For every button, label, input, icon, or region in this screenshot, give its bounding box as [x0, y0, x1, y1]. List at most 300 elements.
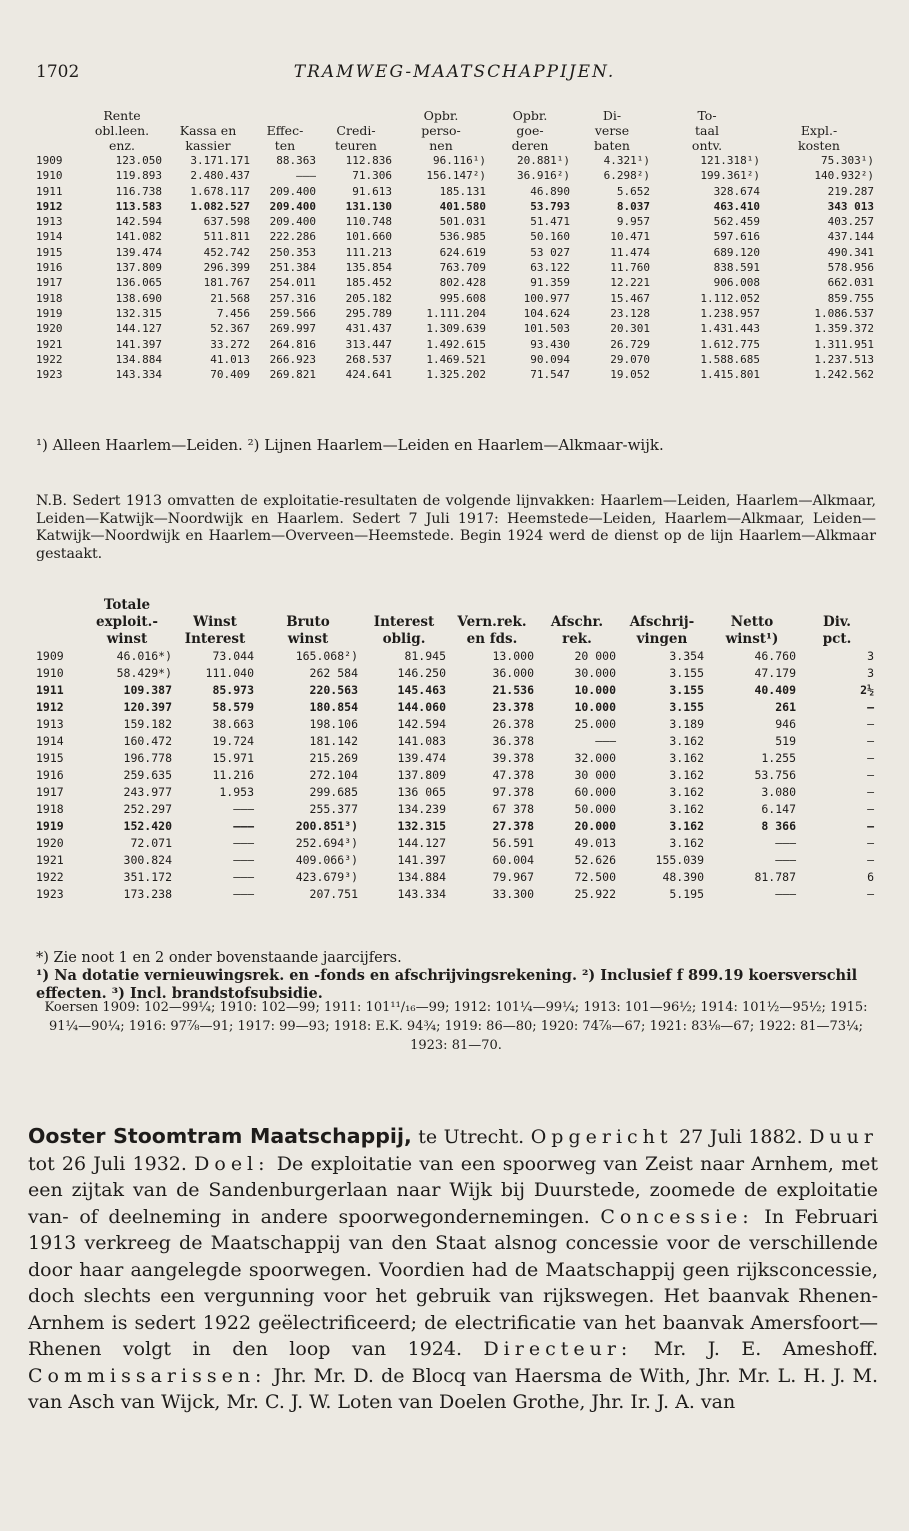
value-cell: 15.971: [212, 751, 254, 765]
value-cell: 6.147: [761, 802, 796, 816]
value-cell: 15.467: [610, 291, 650, 305]
value-cell: 519: [775, 734, 796, 748]
table-row: [36, 733, 876, 750]
table-row: [36, 275, 876, 290]
value-cell: 207.751: [309, 887, 358, 901]
value-cell: 3.155: [669, 666, 704, 680]
year-cell: 1919: [36, 819, 64, 833]
column-header: Interest: [373, 614, 435, 630]
value-cell: ———: [775, 853, 796, 867]
value-cell: 11.216: [212, 768, 254, 782]
column-header: winst¹): [725, 631, 779, 647]
table2-footnote-2: ¹) Na dotatie vernieuwingsrek. en -fonds en afschrijvingsrekening. ²) Inclusief f 899.19 koersverschil effecten. ³) Incl. brandstofsubsidie.: [36, 967, 858, 1002]
value-cell: —: [867, 768, 874, 782]
value-cell: 252.694³): [295, 836, 358, 850]
value-cell: 452.742: [203, 245, 250, 259]
value-cell: 19.052: [610, 368, 650, 382]
article-text: In Februari 1913 verkreeg de Maatschappij van den Staat alsnog concessie voor de verschillende door haar aangelegde spoorwegen. Voordien had de Maatschappij geen rijksconcessie, doch slechts een vergunning voor het gebruik van rijkswegen. Het baanvak Rhenen-Arnhem is sedert 1922 geëlectrificeerd; de electrificatie van het baanvak Amersfoort—Rhenen volgt in den loop van 1924.: [28, 1205, 878, 1360]
value-cell: 3.162: [669, 751, 704, 765]
value-cell: —: [867, 785, 874, 799]
exploitation-table: [36, 108, 876, 382]
column-header: [36, 138, 80, 153]
article-text: 27 Juli 1882.: [672, 1126, 810, 1148]
value-cell: 72.071: [130, 836, 172, 850]
value-cell: 67 378: [492, 802, 534, 816]
value-cell: 262 584: [309, 666, 358, 680]
header-row: [36, 597, 876, 614]
value-cell: 259.635: [123, 768, 172, 782]
value-cell: 23.128: [610, 306, 650, 320]
table-row: [36, 682, 876, 699]
column-header: deren: [511, 138, 549, 153]
value-cell: 173.238: [123, 887, 172, 901]
nb-paragraph: N.B. Sedert 1913 omvatten de exploitatie-resultaten de volgende lijnvakken: Haarlem—Leiden, Haarlem—Alkmaar, Leiden—Katwijk—Noordwijk en Haarlem. Sedert 7 Juli 1917: Heemstede—Leiden, Haarlem—Alkmaar, Leiden—Katwijk—Noordwijk en Haarlem—Overveen—Heemstede. Begin 1924 werd de dienst op de lijn Haarlem—Alkmaar gestaakt.: [36, 493, 876, 562]
column-header: [36, 108, 80, 123]
value-cell: 3.162: [669, 785, 704, 799]
table-row: [36, 153, 876, 168]
column-header: [536, 597, 618, 614]
value-cell: 343 013: [827, 199, 874, 213]
value-cell: 1.311.951: [814, 337, 874, 351]
value-cell: 146.250: [397, 666, 446, 680]
value-cell: 269.997: [269, 322, 316, 336]
value-cell: 131.130: [345, 199, 392, 213]
column-header: en fds.: [466, 631, 518, 647]
value-cell: 75.303¹): [821, 154, 874, 167]
value-cell: 409.066³): [295, 853, 358, 867]
table-row: [36, 245, 876, 260]
table-row: [36, 716, 876, 733]
value-cell: 220.563: [309, 683, 358, 697]
table-row: [36, 214, 876, 229]
value-cell: 27.378: [492, 819, 534, 833]
running-title: TRAMWEG-MAATSCHAPPIJEN.: [293, 62, 616, 82]
value-cell: ———: [233, 819, 254, 833]
table-row: [36, 367, 876, 382]
value-cell: 6: [867, 870, 874, 884]
value-cell: 501.031: [439, 215, 486, 229]
value-cell: 152.420: [123, 819, 172, 833]
value-cell: 23.378: [492, 700, 534, 714]
value-cell: 132.315: [115, 306, 162, 320]
column-header: taal: [695, 123, 719, 138]
value-cell: 3: [867, 666, 874, 680]
value-cell: 141.083: [397, 734, 446, 748]
value-cell: 135.854: [345, 261, 392, 275]
value-cell: ———: [233, 853, 254, 867]
value-cell: 52.626: [574, 853, 616, 867]
column-header: exploit.-: [96, 614, 158, 630]
column-header: nen: [429, 138, 453, 153]
column-header: Di-: [602, 108, 622, 123]
column-header: oblig.: [382, 631, 426, 647]
value-cell: 222.286: [269, 230, 316, 244]
table1-footnote: ¹) Alleen Haarlem—Leiden. ²) Lijnen Haarlem—Leiden en Haarlem—Alkmaar-wijk.: [36, 436, 664, 454]
table-row: [36, 699, 876, 716]
header-row: [36, 631, 876, 648]
value-cell: 300.824: [123, 853, 172, 867]
value-cell: 255.377: [309, 802, 358, 816]
column-header: pct.: [822, 631, 852, 647]
value-cell: 60.000: [574, 785, 616, 799]
value-cell: 91.359: [530, 276, 570, 290]
value-cell: 20 000: [574, 649, 616, 663]
value-cell: 562.459: [713, 215, 760, 229]
value-cell: 101.660: [345, 230, 392, 244]
value-cell: 29.070: [610, 352, 650, 366]
column-header: [174, 597, 256, 614]
header-row: [36, 614, 876, 631]
value-cell: 46.890: [530, 184, 570, 198]
value-cell: 91.613: [352, 184, 392, 198]
value-cell: 111.040: [205, 666, 254, 680]
value-cell: 662.031: [827, 276, 874, 290]
value-cell: 431.437: [345, 322, 392, 336]
value-cell: 254.011: [269, 276, 316, 290]
value-cell: ———: [296, 169, 316, 183]
value-cell: 88.363: [276, 154, 316, 167]
column-header: Kassa en: [179, 123, 237, 138]
value-cell: 26.729: [610, 337, 650, 351]
value-cell: 134.884: [115, 352, 162, 366]
value-cell: 243.977: [123, 785, 172, 799]
column-header: [252, 108, 318, 123]
year-cell: 1912: [36, 700, 64, 714]
value-cell: —: [867, 802, 874, 816]
value-cell: 58.579: [212, 700, 254, 714]
value-cell: 637.598: [203, 215, 250, 229]
column-header: [360, 597, 448, 614]
value-cell: 6.298²): [603, 169, 650, 183]
value-cell: 142.594: [115, 215, 162, 229]
value-cell: 859.755: [827, 291, 874, 305]
value-cell: 52.367: [210, 322, 250, 336]
value-cell: 5.195: [669, 887, 704, 901]
value-cell: 12.221: [610, 276, 650, 290]
value-cell: ———: [233, 836, 254, 850]
value-cell: 11.760: [610, 261, 650, 275]
header-row: [36, 108, 876, 123]
value-cell: 205.182: [345, 291, 392, 305]
value-cell: 269.821: [269, 368, 316, 382]
column-header: [36, 597, 80, 614]
value-cell: 3.354: [669, 649, 704, 663]
value-cell: 1.112.052: [700, 291, 760, 305]
year-cell: 1915: [36, 751, 64, 765]
column-header: [36, 123, 80, 138]
year-cell: 1909: [36, 154, 63, 167]
label-concessie: Concessie:: [600, 1205, 754, 1228]
value-cell: 1.612.775: [700, 337, 760, 351]
value-cell: 185.131: [439, 184, 486, 198]
table-row: [36, 321, 876, 336]
column-header: ten: [274, 138, 296, 153]
value-cell: —: [867, 819, 874, 833]
value-cell: 10.000: [574, 700, 616, 714]
value-cell: —: [867, 836, 874, 850]
table-row: [36, 801, 876, 818]
value-cell: 155.039: [655, 853, 704, 867]
value-cell: 259.566: [269, 306, 316, 320]
value-cell: 63.122: [530, 261, 570, 275]
value-cell: 32.000: [574, 751, 616, 765]
column-header: Afschr.: [550, 614, 604, 630]
value-cell: 141.082: [115, 230, 162, 244]
value-cell: 261: [775, 700, 796, 714]
value-cell: —: [867, 853, 874, 867]
value-cell: 20.881¹): [517, 154, 570, 167]
year-cell: 1916: [36, 768, 64, 782]
value-cell: 25.000: [574, 717, 616, 731]
value-cell: —: [867, 734, 874, 748]
value-cell: 1.255: [761, 751, 796, 765]
value-cell: 139.474: [397, 751, 446, 765]
value-cell: 11.474: [610, 245, 650, 259]
value-cell: 53 027: [530, 245, 570, 259]
value-cell: 36.000: [492, 666, 534, 680]
value-cell: 109.387: [123, 683, 172, 697]
value-cell: 85.973: [212, 683, 254, 697]
value-cell: 144.127: [397, 836, 446, 850]
value-cell: 30.000: [574, 666, 616, 680]
value-cell: 2.480.437: [190, 169, 250, 183]
value-cell: 296.399: [203, 261, 250, 275]
value-cell: 209.400: [269, 199, 316, 213]
column-header: [318, 108, 394, 123]
value-cell: 1.953: [219, 785, 254, 799]
value-cell: 250.353: [269, 245, 316, 259]
value-cell: 134.884: [397, 870, 446, 884]
year-cell: 1916: [36, 261, 63, 275]
value-cell: 3.155: [669, 700, 704, 714]
column-header: Bruto: [286, 614, 330, 630]
value-cell: 1.492.615: [426, 337, 486, 351]
value-cell: 597.616: [713, 230, 760, 244]
year-cell: 1915: [36, 245, 63, 259]
label-doel: Doel:: [194, 1152, 270, 1175]
value-cell: 215.269: [309, 751, 358, 765]
value-cell: 1.415.801: [700, 368, 760, 382]
value-cell: 689.120: [713, 245, 760, 259]
value-cell: 136 065: [397, 785, 446, 799]
value-cell: 423.679³): [295, 870, 358, 884]
year-cell: 1910: [36, 666, 64, 680]
value-cell: 53.793: [530, 199, 570, 213]
table-row: [36, 886, 876, 903]
value-cell: 120.397: [123, 700, 172, 714]
year-cell: 1923: [36, 368, 63, 382]
value-cell: ———: [233, 802, 254, 816]
value-cell: 351.172: [123, 870, 172, 884]
table-row: [36, 852, 876, 869]
column-header: teuren: [335, 138, 377, 153]
value-cell: 60.004: [492, 853, 534, 867]
column-header: [618, 597, 706, 614]
value-cell: 295.789: [345, 306, 392, 320]
table-row: [36, 750, 876, 767]
value-cell: 33.272: [210, 337, 250, 351]
column-header: kassier: [185, 138, 231, 153]
value-cell: 763.709: [439, 261, 486, 275]
value-cell: 136.065: [115, 276, 162, 290]
value-cell: 20.301: [610, 322, 650, 336]
column-header: perso-: [421, 123, 461, 138]
column-header: [256, 597, 360, 614]
column-header: [36, 631, 80, 648]
value-cell: 21.536: [492, 683, 534, 697]
value-cell: 141.397: [115, 337, 162, 351]
value-cell: 2½: [860, 683, 874, 697]
value-cell: 33.300: [492, 887, 534, 901]
value-cell: —: [867, 717, 874, 731]
value-cell: 19.724: [212, 734, 254, 748]
column-header: Effec-: [266, 123, 304, 138]
value-cell: 8 366: [761, 819, 796, 833]
value-cell: 100.977: [523, 291, 570, 305]
column-header: Opbr.: [512, 108, 548, 123]
value-cell: 36.916²): [517, 169, 570, 183]
column-header: Expl.-: [800, 123, 838, 138]
value-cell: 93.430: [530, 337, 570, 351]
value-cell: 138.690: [115, 291, 162, 305]
value-cell: 995.608: [439, 291, 486, 305]
value-cell: 30 000: [574, 768, 616, 782]
value-cell: 209.400: [269, 184, 316, 198]
value-cell: 3: [867, 649, 874, 663]
table-row: [36, 835, 876, 852]
column-header: To-: [697, 108, 717, 123]
value-cell: 10.471: [610, 230, 650, 244]
value-cell: 252.297: [123, 802, 172, 816]
value-cell: 47.179: [754, 666, 796, 680]
table-row: [36, 352, 876, 367]
value-cell: 536.985: [439, 230, 486, 244]
value-cell: 71.306: [352, 169, 392, 183]
table2-footnotes: [36, 949, 876, 1003]
value-cell: 196.778: [123, 751, 172, 765]
value-cell: 159.182: [123, 717, 172, 731]
value-cell: 1.588.685: [700, 352, 760, 366]
year-cell: 1920: [36, 836, 64, 850]
year-cell: 1921: [36, 853, 64, 867]
value-cell: 132.315: [397, 819, 446, 833]
column-header: baten: [594, 138, 630, 153]
value-cell: 141.397: [397, 853, 446, 867]
column-header: Netto: [730, 614, 774, 630]
value-cell: 123.050: [115, 154, 162, 167]
column-header: winst: [287, 631, 329, 647]
value-cell: 5.652: [616, 184, 650, 198]
value-cell: 144.060: [397, 700, 446, 714]
year-cell: 1912: [36, 199, 63, 213]
value-cell: 140.932²): [814, 169, 874, 183]
article-text: Jhr. Mr. D. de Blocq van Haersma de With, Jhr. Mr. L. H. J. M. van Asch van Wijck, Mr. C. J. W. Loten van Doelen Grothe, Jhr. Ir. J. A. van: [28, 1364, 878, 1413]
table-row: [36, 784, 876, 801]
value-cell: 209.400: [269, 215, 316, 229]
value-cell: 199.361²): [700, 169, 760, 183]
value-cell: 219.287: [827, 184, 874, 198]
value-cell: 1.238.957: [700, 306, 760, 320]
value-cell: 70.409: [210, 368, 250, 382]
value-cell: 198.106: [309, 717, 358, 731]
value-cell: 264.816: [269, 337, 316, 351]
table-row: [36, 869, 876, 886]
value-cell: 53.756: [754, 768, 796, 782]
column-header: Rente: [103, 108, 141, 123]
year-cell: 1919: [36, 306, 63, 320]
value-cell: 1.431.443: [700, 322, 760, 336]
value-cell: 72.500: [574, 870, 616, 884]
value-cell: 266.923: [269, 352, 316, 366]
year-cell: 1917: [36, 785, 64, 799]
value-cell: 490.341: [827, 245, 874, 259]
year-cell: 1914: [36, 734, 64, 748]
value-cell: 8.037: [616, 199, 650, 213]
value-cell: ———: [595, 734, 616, 748]
year-cell: 1909: [36, 649, 64, 663]
value-cell: 3.162: [669, 734, 704, 748]
column-header: goe-: [516, 123, 544, 138]
value-cell: 3.155: [669, 683, 704, 697]
column-header: Winst: [193, 614, 237, 630]
company-article: [28, 1123, 878, 1416]
value-cell: 46.760: [754, 649, 796, 663]
table-row: [36, 291, 876, 306]
table-row: [36, 818, 876, 835]
value-cell: 79.967: [492, 870, 534, 884]
value-cell: 36.378: [492, 734, 534, 748]
year-cell: 1918: [36, 291, 63, 305]
value-cell: 134.239: [397, 802, 446, 816]
value-cell: 137.809: [115, 261, 162, 275]
value-cell: 97.378: [492, 785, 534, 799]
value-cell: 156.147²): [426, 169, 486, 183]
value-cell: 144.127: [115, 322, 162, 336]
table-row: [36, 306, 876, 321]
column-header: vingen: [636, 631, 688, 647]
article-text: te Utrecht.: [411, 1126, 531, 1148]
table-row: [36, 337, 876, 352]
value-cell: 145.463: [397, 683, 446, 697]
table-row: [36, 168, 876, 183]
value-cell: 10.000: [574, 683, 616, 697]
column-header: Opbr.: [423, 108, 459, 123]
value-cell: 299.685: [309, 785, 358, 799]
value-cell: 313.447: [345, 337, 392, 351]
table-row: [36, 229, 876, 244]
value-cell: 403.257: [827, 215, 874, 229]
value-cell: —: [867, 751, 874, 765]
column-header: ontv.: [691, 138, 723, 153]
value-cell: 160.472: [123, 734, 172, 748]
value-cell: ———: [233, 887, 254, 901]
column-header: kosten: [798, 138, 840, 153]
table-row: [36, 260, 876, 275]
value-cell: 1.242.562: [814, 368, 874, 382]
label-opgericht: Opgericht: [530, 1126, 673, 1148]
value-cell: 137.809: [397, 768, 446, 782]
value-cell: 71.547: [530, 368, 570, 382]
value-cell: 143.334: [397, 887, 446, 901]
value-cell: 49.013: [574, 836, 616, 850]
profit-table: [36, 597, 876, 903]
table-row: [36, 665, 876, 682]
table-row: [36, 648, 876, 665]
column-header: Totale: [103, 597, 151, 613]
value-cell: 946: [775, 717, 796, 731]
value-cell: 1.359.372: [814, 322, 874, 336]
column-header: Interest: [184, 631, 246, 647]
